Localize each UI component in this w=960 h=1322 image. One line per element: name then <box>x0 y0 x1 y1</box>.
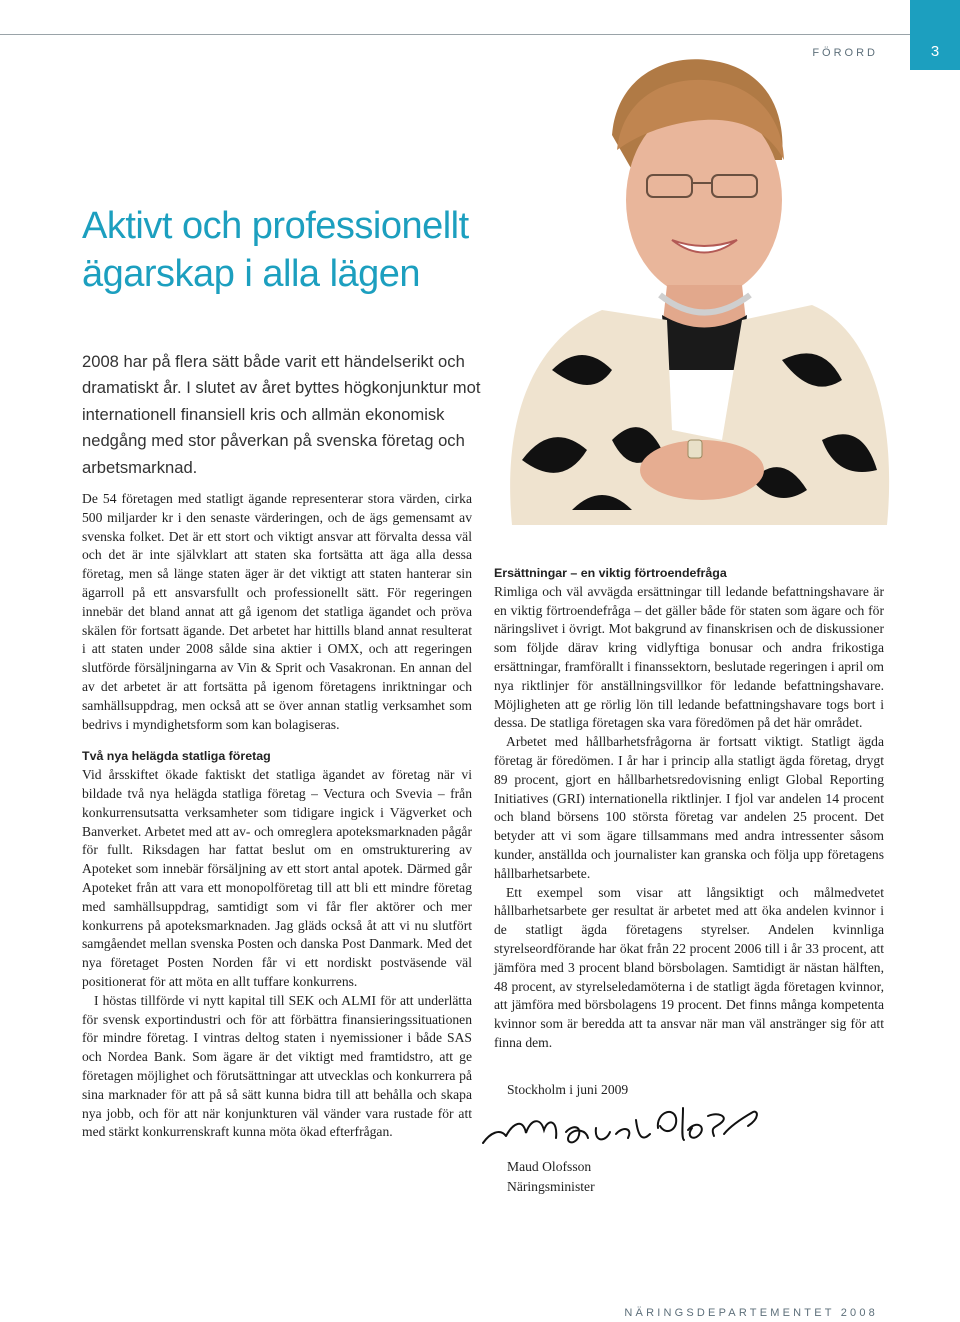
section-heading: Två nya helägda statliga företag <box>82 749 271 764</box>
body-paragraph: I höstas tillförde vi nytt kapital till SEK och ALMI för att underlätta för svensk exportindustri och för att förbättra finansieringssituationen för mindre företag. I vintras deltog staten i nyemissioner i både SAS och Nordea Bank. Som ägare är det viktigt med framtidstro, att ge företagen möjlighet och förutsättningar att utvecklas och konkurrera på sina marknader för att på så sätt kunna bidra till att behålla och skapa nya jobb, och för att när konjunkturen väl vänder vara rustade för att med stärkt konkurrenskraft kunna möta ökad efterfrågan. <box>82 992 472 1140</box>
body-paragraph: Vid årsskiftet ökade faktiskt det statliga ägandet av företag när vi bildade två nya helägda statliga företag – Vectura och Svevia – från konkurrensutsatta verksamheter som tidigare ingick i Vägverket och Banverket. Arbetet med att av- och omreglera apoteksmarknaden pågår för fullt. Riksdagen har fattat beslut om en omstrukturering av Apoteket som innebär försäljning av ett stort antal apotek. Därmed går Apoteket från att vara ett monopolföretag till att bli ett mindre företag med samhällsuppdrag, samtidigt som vi får fler aktörer och mer konkurrens på apoteksmarknaden. Jag gläds också åt att vi nu slutfört samgåendet mellan svenska Posten och danska Post Danmark. Med det nya företaget Posten Norden får vi ett nordiskt postväsende väl positionerat för att möta en allt tuffare konkurrens. <box>82 767 472 989</box>
title-line-2: ägarskap i alla lägen <box>82 253 421 295</box>
lead-paragraph: 2008 har på flera sätt både varit ett händelserikt och dramatiskt år. I slutet av året byttes högkonjunktur mot internationell finansiell kris och allmän ekonomisk nedgång med stor påverkan på svenska företag och arbetsmarknad. <box>82 352 481 477</box>
portrait-photo <box>492 40 902 525</box>
left-column <box>82 490 472 1142</box>
body-paragraph: Arbetet med hållbarhetsfrågorna är fortsatt viktigt. Statligt ägda företag är föredömen. I år har i princip alla statligt ägda företag, drygt 89 procent, gjort en hållbarhetsredovisning enligt Global Reporting Initiatives (GRI) internationella riktlinjer. I fjol var andelen 14 procent och bland börsens 100 största företag var andelen 25 procent. Det betyder att vi som ägare tillsammans med andra intressenter såsom kunder, anställda och journalister kan granska och följa upp företagens hållbarhetsarbete. <box>494 734 884 881</box>
body-paragraph: De 54 företagen med statligt ägande representerar stora värden, cirka 500 miljarder kr i den senaste värderingen, och de ägs gemensamt av svenska folket. Det är ett stort och viktigt ansvar att förvalta dessa väl och det är inte självklart att staten ska fortsätta att äga alla dessa företag, men så länge staten äger är det viktigt att staten hanterar sin ägarroll på ett ansvarsfullt och professionellt sätt. För regeringen innebär det bland annat att gå igenom det statliga ägandet och pröva skälen för fortsatt ägande. Det arbetet har hittills bland annat resulterat i att staten under 2008 sålde sina aktier i OMX, och att regeringen slutförde försäljningarna av Vin & Sprit och Vasakronan. En annan del av det arbetet är att fortsätta på igenom företagens inriktningar och samhällsuppdrag, men också att se över annan statlig verksamhet som bedrivs i myndighetsform som kan bolagiseras. <box>82 491 472 732</box>
signer-title: Näringsminister <box>507 1178 595 1194</box>
body-paragraph: Rimliga och väl avvägda ersättningar till ledande befattningshavare är en viktig förtroendefråga – det gäller både för staten som ägare och för näringslivet i övrigt. Mot bakgrund av finanskrisen och de diskussioner som följde därav kring vidlyftiga bonusar och andra frikostiga ersättningar, framförallt i finanssektorn, beslutade regeringen i april om nya riktlinjer för anställningsvillkor för ledande befattningshavare. Möjligheten att ge rörlig lön till ledande befattningshavare togs bort i dessa. De statliga företagen ska vara föredömen på det här området. <box>494 583 884 731</box>
handwritten-signature <box>478 1098 768 1160</box>
right-column <box>494 564 884 1053</box>
header-rule <box>0 34 910 35</box>
title-line-1: Aktivt och professionellt <box>82 205 469 247</box>
section-heading: Ersättningar – en viktig förtroendefråga <box>494 566 727 580</box>
signoff-place-date: Stockholm i juni 2009 <box>507 1082 629 1097</box>
page-title <box>82 202 502 298</box>
signer-block <box>507 1157 595 1196</box>
page-number-tab <box>910 0 960 70</box>
footer-publisher: NÄRINGSDEPARTEMENTET 2008 <box>624 1307 878 1319</box>
page-number: 3 <box>930 43 940 60</box>
signer-name: Maud Olofsson <box>507 1159 592 1174</box>
section-label: FÖRORD <box>812 47 878 59</box>
body-paragraph: Ett exempel som visar att långsiktigt och målmedvetet hållbarhetsarbete ger resultat är arbetet med att öka andelen kvinnor i de statligt ägda företagens styrelser. Andelen kvinnliga styrelseordförande har ökat från 22 procent 2006 till i år 33 procent, att jämföra med 3 procent bland börsbolagen. Samtidigt är nästan hälften, 48 procent, av styrelseledamöterna i de statligt ägda företagen kvinnor, att jämföra med börsbolagens 19 procent. Det finns många kompetenta kvinnor som är beredda att ta ansvar när man väl anstränger sig för att finna dem. <box>494 884 884 1050</box>
